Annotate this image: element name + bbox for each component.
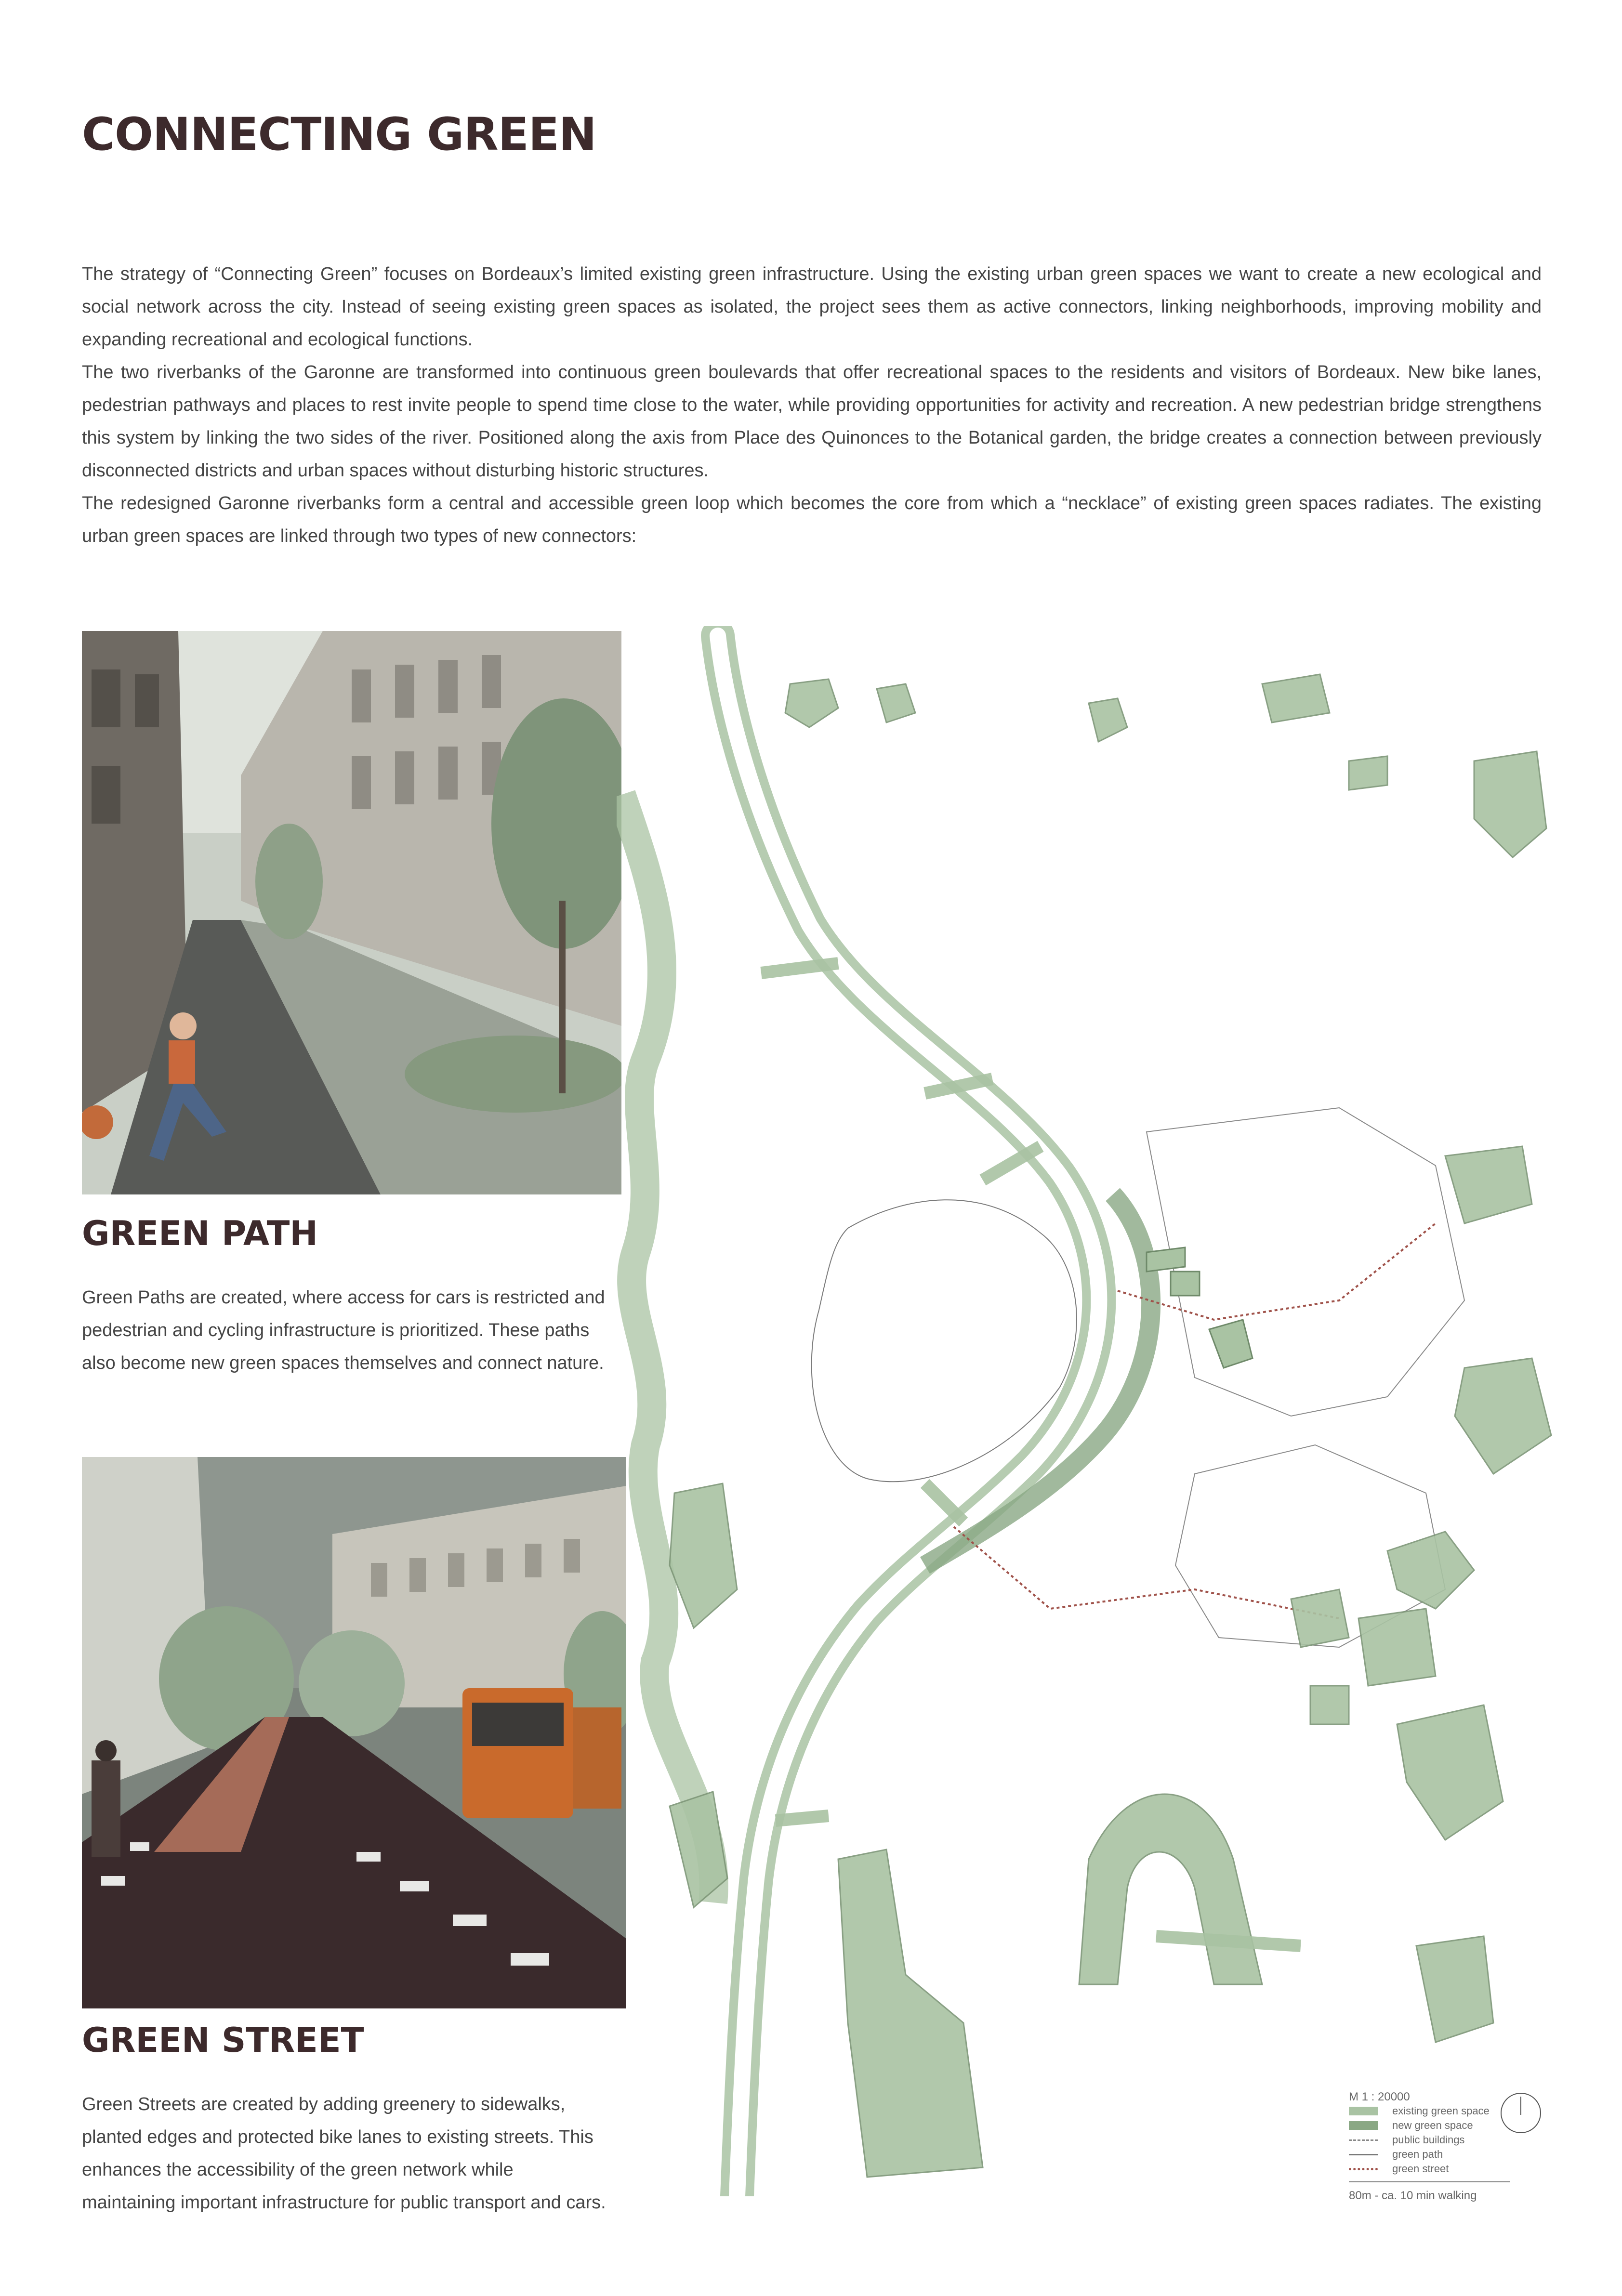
legend-item <box>1349 2118 1490 2133</box>
legend-item <box>1349 2147 1490 2162</box>
green-street-title: GREEN STREET <box>82 2020 364 2060</box>
intro-paragraph: The two riverbanks of the Garonne are transformed into continuous green boulevards that offer recreational spaces to the residents and visitors of Bordeaux. New bike lanes, pedestrian pathways and places to rest invite people to spend time close to the water, while providing opportunities for activity and recreation. A new pedestrian bridge strengthens this system by linking the two sides of the river. Positioned along the axis from Place des Quinonces to the Botanical garden, the bridge creates a connection between previously disconnected districts and urban spaces without disturbing historic structures. <box>82 362 1542 481</box>
scale-bar <box>1349 2181 1510 2182</box>
legend-item <box>1349 2162 1490 2176</box>
intro-paragraph: The redesigned Garonne riverbanks form a central and accessible green loop which becomes the core from which a “necklace” of existing green spaces radiates. The existing urban green spaces are linked through two types of new connectors: <box>82 493 1542 546</box>
green-path-text: Green Paths are created, where access for cars is restricted and pedestrian and cycling infrastructure is prioritized. These paths also become new green spaces themselves and connect nature. <box>82 1287 605 1373</box>
green-path-swatch <box>1349 2154 1378 2155</box>
green-path-title: GREEN PATH <box>82 1214 318 1253</box>
map-legend <box>1349 2090 1490 2176</box>
map-scale: M 1 : 20000 <box>1349 2090 1410 2103</box>
intro-paragraph: The strategy of “Connecting Green” focuses on Bordeaux’s limited existing green infrastructure. Using the existing urban green spaces we want to create a new ecological and social network across the city. Instead of seeing existing green spaces as isolated, the project sees them as active connectors, linking neighborhoods, improving mobility and expanding recreational and ecological functions. <box>82 264 1542 350</box>
legend-label: public buildings <box>1392 2134 1465 2146</box>
legend-label: existing green space <box>1392 2105 1490 2117</box>
green-path-photo <box>82 631 621 1194</box>
scale-walking-label: 80m - ca. 10 min walking <box>1349 2189 1477 2202</box>
green-street-photo <box>82 1457 626 2008</box>
green-street-text: Green Streets are created by adding greenery to sidewalks, planted edges and protected bike lanes to existing streets. This enhances the accessibility of the green network while maintaining important infrastructure for public transport and cars. <box>82 2094 606 2213</box>
legend-label: green path <box>1392 2148 1443 2160</box>
page-title: CONNECTING GREEN <box>82 108 596 161</box>
green-network-map <box>617 626 1580 2199</box>
green-street-swatch <box>1349 2168 1378 2170</box>
legend-label: green street <box>1392 2163 1449 2175</box>
public-buildings-swatch <box>1349 2139 1378 2141</box>
intro-text <box>82 258 1542 552</box>
legend-item <box>1349 2104 1490 2118</box>
legend-item <box>1349 2133 1490 2147</box>
legend-label: new green space <box>1392 2119 1473 2131</box>
north-arrow-icon <box>1501 2093 1541 2133</box>
new-green-swatch <box>1349 2121 1378 2130</box>
left-bank-green <box>621 795 714 1902</box>
existing-green-swatch <box>1349 2107 1378 2115</box>
